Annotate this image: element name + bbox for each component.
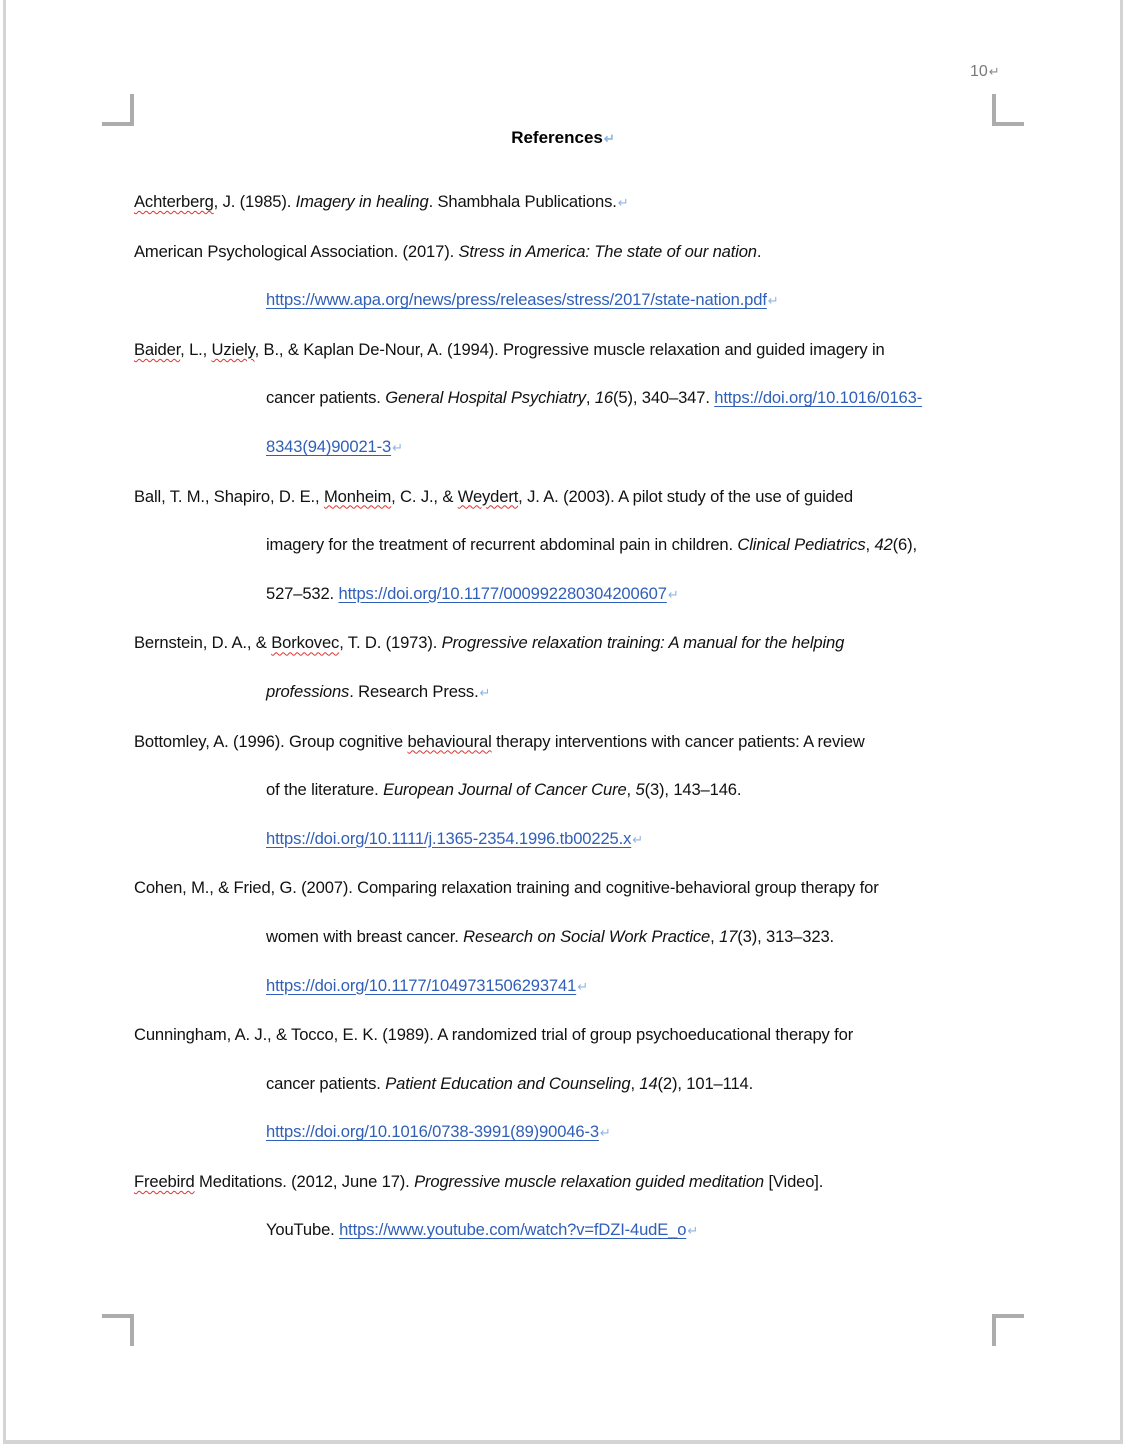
reference-text: . Research Press.	[349, 681, 479, 701]
paragraph-mark-icon: ↵	[392, 439, 403, 455]
reference-url-link[interactable]: https://www.youtube.com/watch?v=fDZI-4udE_o	[339, 1220, 687, 1240]
reference-first-line	[134, 326, 994, 375]
reference-first-line	[134, 718, 994, 767]
reference-text: Cunningham, A. J., & Tocco, E. K. (1989). A randomized trial of group psychoeducational therapy for	[134, 1025, 854, 1045]
reference-text: .	[756, 241, 762, 261]
reference-text: ,	[626, 780, 636, 800]
reference-url-link[interactable]: https://doi.org/10.1111/j.1365-2354.1996.tb00225.x	[266, 828, 632, 848]
reference-hanging-line	[200, 374, 1060, 423]
reference-text: of the literature.	[266, 780, 384, 800]
spellcheck-flagged-word[interactable]: behavioural	[407, 731, 492, 751]
reference-entry[interactable]	[134, 178, 994, 228]
paragraph-mark-icon: ↵	[599, 1125, 611, 1141]
reference-entry[interactable]	[134, 326, 994, 473]
reference-first-line	[134, 178, 994, 228]
reference-text: Cohen, M., & Fried, G. (2007). Comparing relaxation training and cognitive-behavioral group therapy for	[134, 878, 879, 898]
reference-text: (2), 101–114.	[657, 1073, 754, 1093]
reference-text: ,	[630, 1073, 640, 1093]
reference-text: , J. A. (2003). A pilot study of the use of guided	[518, 486, 853, 506]
reference-italic-text: European Journal of Cancer Cure	[383, 780, 627, 800]
margin-corner-top-left	[102, 94, 134, 126]
reference-first-line	[134, 473, 994, 522]
reference-text: , T. D. (1973).	[339, 633, 442, 653]
reference-hanging-line	[200, 276, 1060, 326]
paragraph-mark-icon: ↵	[687, 1223, 699, 1239]
paragraph-mark-icon: ↵	[603, 131, 615, 146]
reference-italic-text: General Hospital Psychiatry	[385, 388, 586, 408]
reference-italic-text: professions	[266, 681, 350, 701]
reference-hanging-line	[200, 668, 1060, 718]
reference-text: ,	[710, 926, 720, 946]
reference-first-line	[134, 619, 994, 668]
reference-italic-text: 14	[639, 1073, 658, 1093]
reference-hanging-line	[200, 570, 1060, 620]
reference-italic-text: Clinical Pediatrics	[737, 535, 866, 555]
reference-first-line	[134, 1011, 994, 1060]
reference-list[interactable]	[134, 178, 994, 1256]
reference-text: ,	[865, 535, 875, 555]
paragraph-mark-icon: ↵	[988, 64, 1000, 79]
reference-hanging-line	[200, 815, 1060, 865]
reference-entry[interactable]	[134, 864, 994, 1011]
reference-text: Ball, T. M., Shapiro, D. E.,	[134, 486, 324, 506]
reference-first-line	[134, 228, 994, 277]
reference-text: Bernstein, D. A., &	[134, 633, 272, 653]
paragraph-mark-icon: ↵	[632, 831, 643, 847]
reference-text: YouTube.	[266, 1220, 340, 1240]
reference-italic-text: 42	[874, 535, 893, 555]
reference-text: cancer patients.	[266, 388, 386, 408]
reference-entry[interactable]	[134, 619, 994, 717]
reference-hanging-line	[200, 1108, 1060, 1158]
reference-text: , L.,	[180, 339, 212, 359]
reference-hanging-line	[200, 521, 1060, 570]
paragraph-mark-icon: ↵	[617, 195, 629, 210]
reference-entry[interactable]	[134, 1011, 994, 1158]
reference-text: imagery for the treatment of recurrent abdominal pain in children.	[266, 535, 738, 555]
reference-first-line	[134, 864, 994, 913]
reference-url-link[interactable]: https://doi.org/10.1177/1049731506293741	[266, 975, 577, 995]
spellcheck-flagged-word[interactable]: Baider	[134, 339, 181, 359]
reference-italic-text: 17	[719, 926, 738, 946]
reference-text: ,	[585, 388, 595, 408]
reference-text: women with breast cancer.	[266, 926, 464, 946]
paragraph-mark-icon: ↵	[767, 293, 779, 309]
reference-hanging-line	[200, 962, 1060, 1012]
page-number-text: 10	[970, 63, 988, 80]
reference-italic-text: Stress in America: The state of our nation	[458, 241, 757, 261]
references-heading[interactable]: References	[511, 128, 603, 147]
reference-italic-text: Imagery in healing	[295, 192, 429, 211]
reference-italic-text: Progressive muscle relaxation guided meditation	[414, 1171, 764, 1191]
page-number	[970, 63, 1000, 81]
margin-corner-bottom-right	[992, 1314, 1024, 1346]
reference-text: (3), 143–146.	[644, 780, 742, 800]
reference-italic-text: Progressive relaxation training: A manual for the helping	[441, 633, 845, 653]
reference-entry[interactable]	[134, 473, 994, 620]
reference-hanging-line	[200, 766, 1060, 815]
reference-text: Bottomley, A. (1996). Group cognitive	[134, 731, 408, 751]
spellcheck-flagged-word[interactable]: Borkovec	[271, 633, 340, 653]
reference-entry[interactable]	[134, 228, 994, 326]
reference-text: 527–532.	[266, 583, 339, 603]
reference-hanging-line	[200, 913, 1060, 962]
reference-text: (3), 313–323.	[737, 926, 834, 946]
reference-entry[interactable]	[134, 718, 994, 865]
reference-text: (5), 340–347.	[613, 388, 715, 408]
reference-url-link[interactable]: https://doi.org/10.1016/0163-	[714, 388, 923, 408]
reference-italic-text: 5	[635, 780, 645, 800]
reference-url-link[interactable]: https://www.apa.org/news/press/releases/stress/2017/state-nation.pdf	[266, 290, 767, 310]
reference-url-link[interactable]: https://doi.org/10.1177/000992280304200607	[338, 583, 667, 603]
reference-hanging-line	[200, 1206, 1060, 1256]
reference-text: therapy interventions with cancer patients: A review	[491, 731, 865, 751]
paragraph-mark-icon: ↵	[479, 684, 491, 700]
reference-text: , C. J., &	[391, 486, 458, 506]
reference-text: (6),	[892, 535, 917, 555]
reference-url-link[interactable]: 8343(94)90021-3	[266, 436, 392, 456]
reference-hanging-line	[200, 423, 1060, 473]
reference-first-line	[134, 1158, 994, 1207]
spellcheck-flagged-word[interactable]: Achterberg	[134, 192, 214, 211]
paragraph-mark-icon: ↵	[577, 978, 588, 994]
margin-corner-top-right	[992, 94, 1024, 126]
reference-italic-text: 16	[594, 388, 614, 408]
spellcheck-flagged-word[interactable]: Uziely	[211, 339, 255, 359]
reference-text: [Video].	[764, 1171, 824, 1191]
reference-entry[interactable]	[134, 1158, 994, 1256]
margin-corner-bottom-left	[102, 1314, 134, 1346]
reference-hanging-line	[200, 1060, 1060, 1109]
reference-text: cancer patients.	[266, 1073, 386, 1093]
reference-text: Meditations. (2012, June 17).	[194, 1171, 415, 1191]
reference-italic-text: Research on Social Work Practice	[463, 926, 711, 946]
spellcheck-flagged-word[interactable]: Freebird	[134, 1171, 195, 1191]
reference-italic-text: Patient Education and Counseling	[385, 1073, 631, 1093]
spellcheck-flagged-word[interactable]: Weydert	[457, 486, 519, 506]
reference-url-link[interactable]: https://doi.org/10.1016/0738-3991(89)90046-3	[266, 1122, 599, 1142]
reference-text: , J. (1985).	[213, 192, 296, 211]
page-title[interactable]	[0, 128, 1126, 148]
paragraph-mark-icon: ↵	[667, 586, 679, 602]
reference-text: . Shambhala Publications.	[428, 192, 617, 211]
spellcheck-flagged-word[interactable]: Monheim	[323, 486, 392, 506]
reference-text: American Psychological Association. (2017).	[134, 241, 459, 261]
reference-text: , B., & Kaplan De-Nour, A. (1994). Progressive muscle relaxation and guided imagery in	[254, 339, 885, 359]
